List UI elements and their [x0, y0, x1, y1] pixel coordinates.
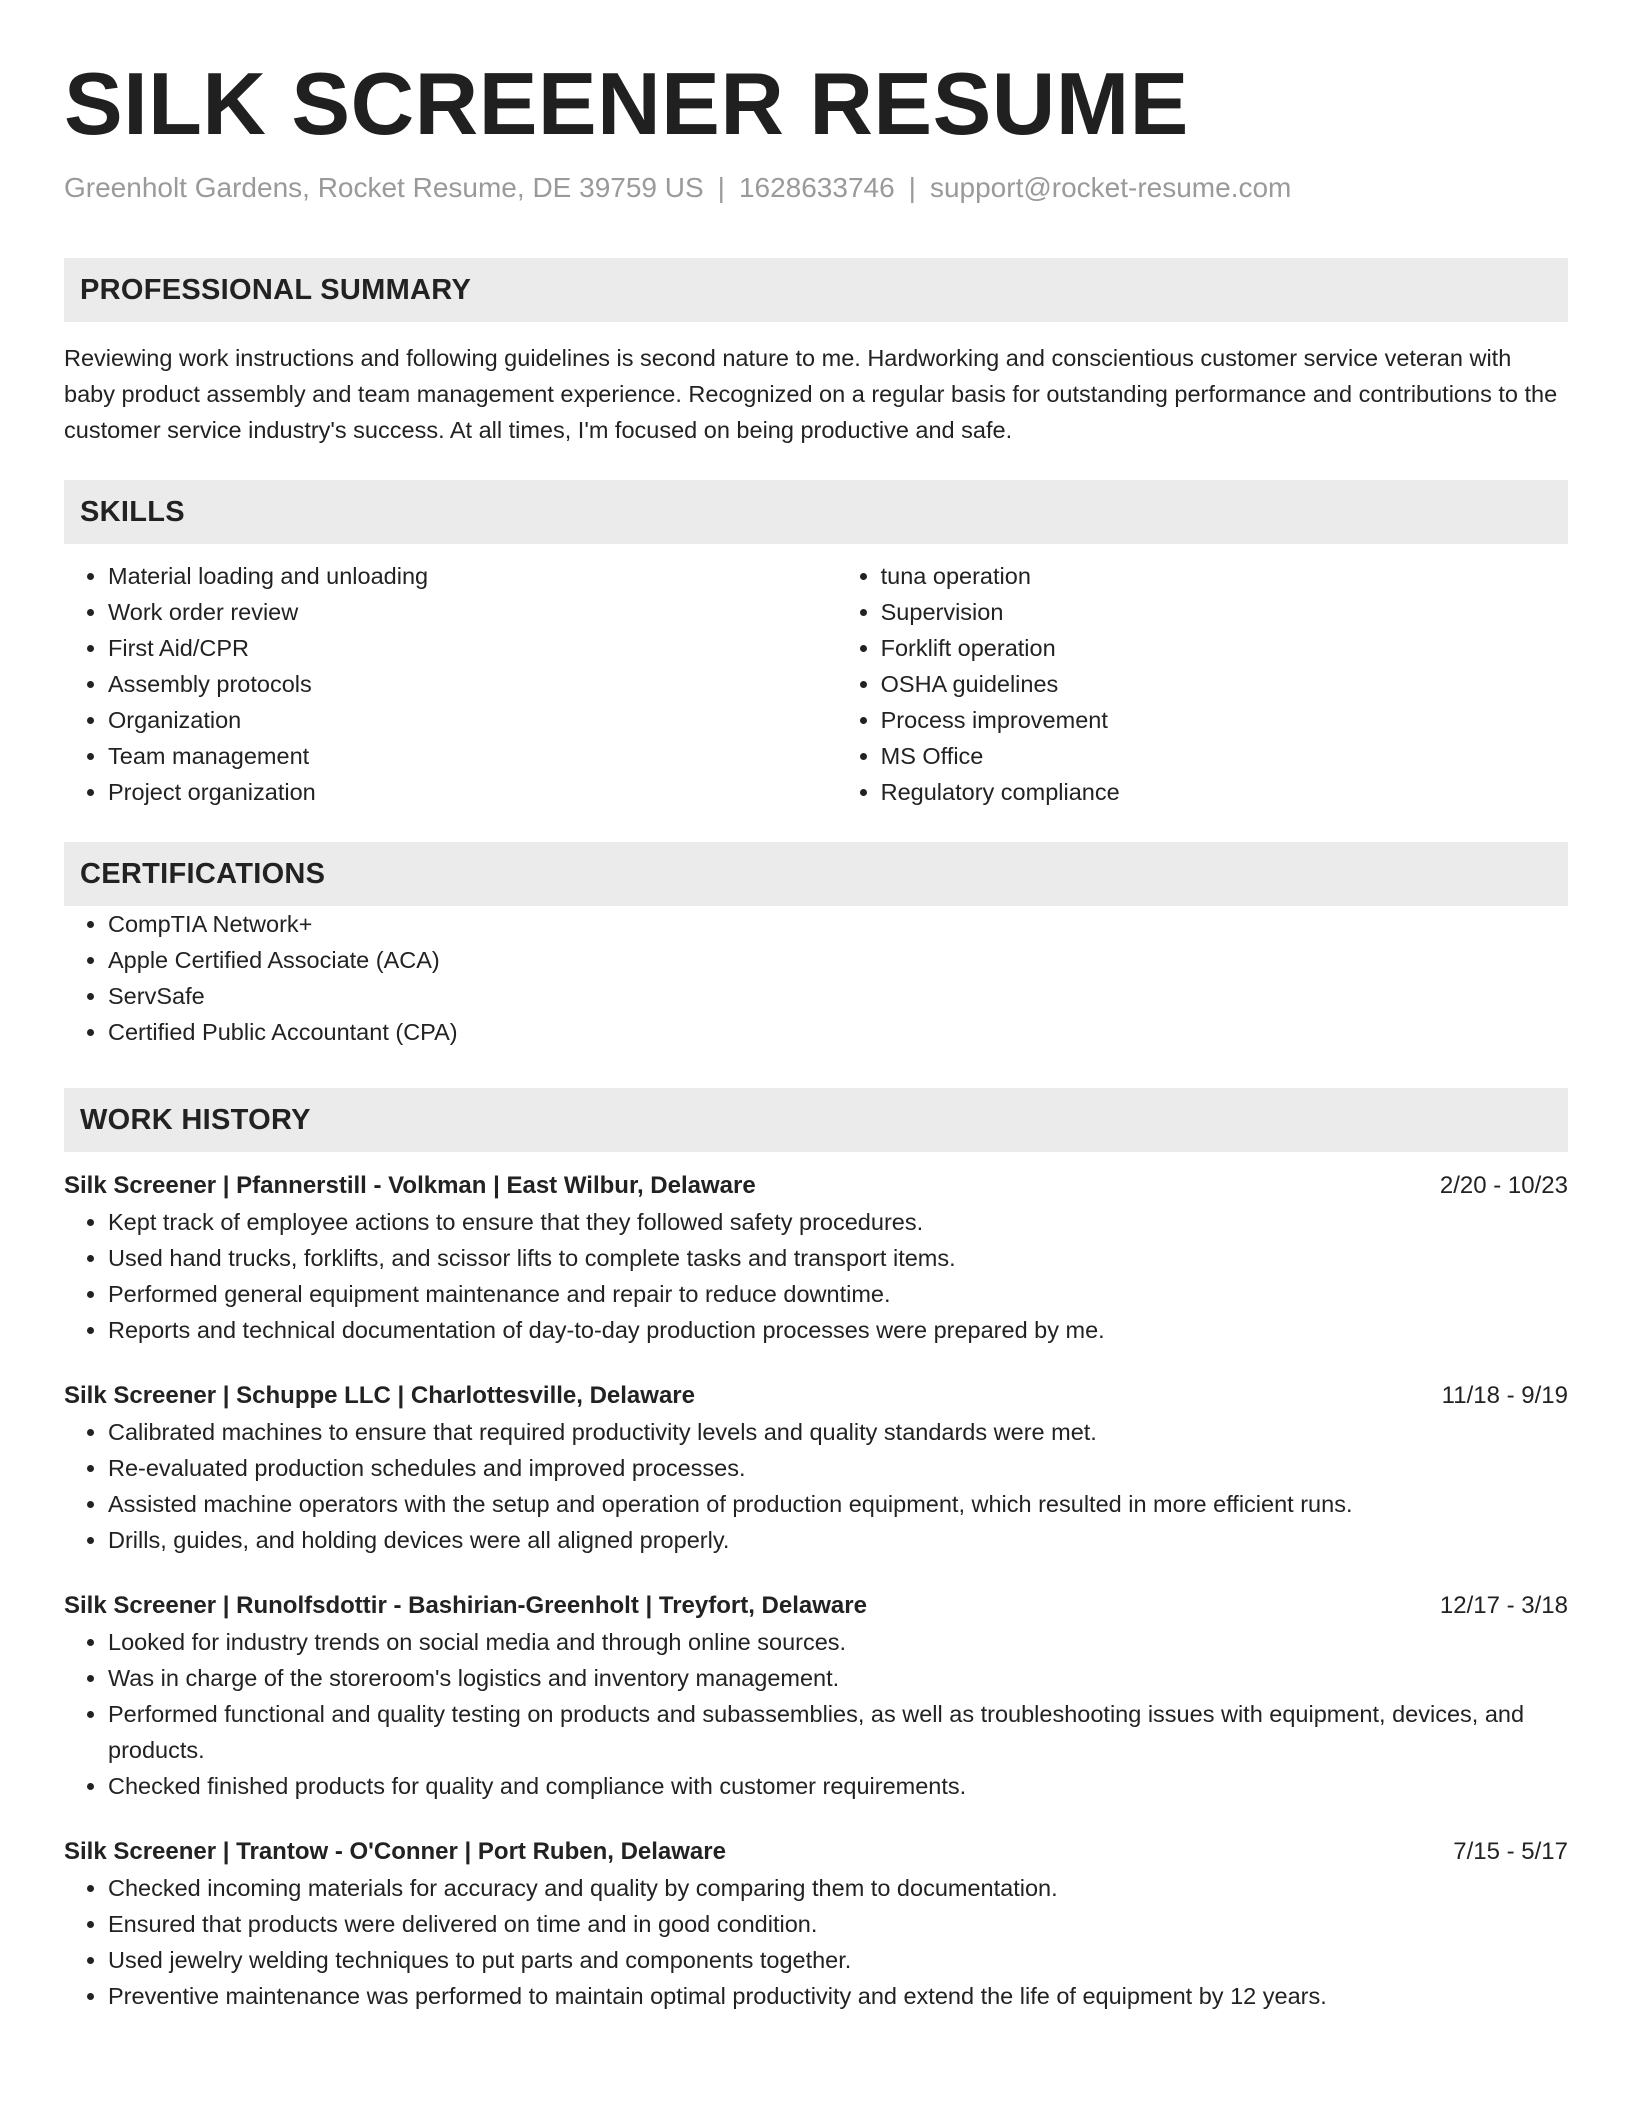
- skill-item: • tuna operation: [881, 558, 1568, 594]
- job-bullet: • Ensured that products were delivered on time and in good condition.: [108, 1906, 1568, 1942]
- skill-item: • Project organization: [108, 774, 837, 810]
- skill-item: • Forklift operation: [881, 630, 1568, 666]
- job-heading-row: [64, 1588, 1568, 1624]
- job-entry: [64, 1834, 1568, 2014]
- certifications-list: [64, 906, 1568, 1050]
- certification-item: • Apple Certified Associate (ACA): [108, 942, 1568, 978]
- job-bullets: [64, 1414, 1568, 1558]
- job-bullet: • Kept track of employee actions to ensure that they followed safety procedures.: [108, 1204, 1568, 1240]
- job-entry: [64, 1168, 1568, 1348]
- job-heading: Silk Screener | Pfannerstill - Volkman | East Wilbur, Delaware: [64, 1172, 756, 1199]
- skill-item: • MS Office: [881, 738, 1568, 774]
- job-dates: 2/20 - 10/23: [1439, 1172, 1568, 1199]
- job-heading-row: [64, 1378, 1568, 1414]
- skill-item: • Work order review: [108, 594, 837, 630]
- job-bullet: • Looked for industry trends on social media and through online sources.: [108, 1624, 1568, 1660]
- job-bullet: • Re-evaluated production schedules and improved processes.: [108, 1450, 1568, 1486]
- job-bullets: [64, 1204, 1568, 1348]
- skill-item: • OSHA guidelines: [881, 666, 1568, 702]
- job-bullet: • Drills, guides, and holding devices were all aligned properly.: [108, 1522, 1568, 1558]
- section-header-certifications: CERTIFICATIONS: [64, 842, 1568, 906]
- certification-item: • ServSafe: [108, 978, 1568, 1014]
- skill-item: • Team management: [108, 738, 837, 774]
- job-dates: 11/18 - 9/19: [1441, 1382, 1568, 1409]
- contact-separator: |: [908, 172, 916, 203]
- contact-address: Greenholt Gardens, Rocket Resume, DE 39759 US: [64, 172, 704, 203]
- skill-item: • Supervision: [881, 594, 1568, 630]
- job-dates: 7/15 - 5/17: [1453, 1838, 1568, 1865]
- job-dates: 12/17 - 3/18: [1439, 1592, 1568, 1619]
- skill-item: • Organization: [108, 702, 837, 738]
- job-bullet: • Calibrated machines to ensure that required productivity levels and quality standards were met.: [108, 1414, 1568, 1450]
- contact-phone: 1628633746: [738, 172, 895, 203]
- resume-title: SILK SCREENER RESUME: [64, 54, 1189, 153]
- skill-item: • Regulatory compliance: [881, 774, 1568, 810]
- contact-separator: |: [717, 172, 725, 203]
- skill-item: • Material loading and unloading: [108, 558, 837, 594]
- job-entry: [64, 1588, 1568, 1804]
- job-bullet: • Used hand trucks, forklifts, and scissor lifts to complete tasks and transport items.: [108, 1240, 1568, 1276]
- job-bullet: • Checked finished products for quality and compliance with customer requirements.: [108, 1768, 1568, 1804]
- skills-list-right: [837, 558, 1568, 810]
- job-heading-row: [64, 1834, 1568, 1870]
- section-header-work-history: WORK HISTORY: [64, 1088, 1568, 1152]
- job-bullets: [64, 1870, 1568, 2014]
- certification-item: • CompTIA Network+: [108, 906, 1568, 942]
- job-heading: Silk Screener | Schuppe LLC | Charlottesville, Delaware: [64, 1382, 695, 1409]
- job-bullets: [64, 1624, 1568, 1804]
- job-bullet: • Checked incoming materials for accuracy and quality by comparing them to documentation.: [108, 1870, 1568, 1906]
- contact-line: [64, 172, 1568, 204]
- job-heading-row: [64, 1168, 1568, 1204]
- certification-item: • Certified Public Accountant (CPA): [108, 1014, 1568, 1050]
- job-bullet: • Preventive maintenance was performed to maintain optimal productivity and extend the life of equipment by 12 years.: [108, 1978, 1568, 2014]
- section-header-skills: SKILLS: [64, 480, 1568, 544]
- job-heading: Silk Screener | Trantow - O'Conner | Port Ruben, Delaware: [64, 1838, 726, 1865]
- summary-text: Reviewing work instructions and following guidelines is second nature to me. Hardworking and conscientious customer service veteran with baby product assembly and team management experience. Recognized on a regular basis for outstanding performance and contributions to the customer service industry's success. At all times, I'm focused on being productive and safe.: [64, 345, 1558, 443]
- job-entry: [64, 1378, 1568, 1558]
- skill-item: • Assembly protocols: [108, 666, 837, 702]
- skill-item: • First Aid/CPR: [108, 630, 837, 666]
- job-bullet: • Assisted machine operators with the setup and operation of production equipment, which resulted in more efficient runs.: [108, 1486, 1568, 1522]
- skills-columns: [64, 558, 1568, 810]
- job-heading: Silk Screener | Runolfsdottir - Bashirian-Greenholt | Treyfort, Delaware: [64, 1592, 867, 1619]
- job-bullet: • Was in charge of the storeroom's logistics and inventory management.: [108, 1660, 1568, 1696]
- job-bullet: • Performed general equipment maintenance and repair to reduce downtime.: [108, 1276, 1568, 1312]
- section-header-summary: PROFESSIONAL SUMMARY: [64, 258, 1568, 322]
- skill-item: • Process improvement: [881, 702, 1568, 738]
- contact-email: support@rocket-resume.com: [929, 172, 1292, 203]
- job-bullet: • Used jewelry welding techniques to put parts and components together.: [108, 1942, 1568, 1978]
- skills-list-left: [64, 558, 837, 810]
- job-bullet: • Performed functional and quality testing on products and subassemblies, as well as troubleshooting issues with equipment, devices, and products.: [108, 1696, 1568, 1768]
- job-bullet: • Reports and technical documentation of day-to-day production processes were prepared by me.: [108, 1312, 1568, 1348]
